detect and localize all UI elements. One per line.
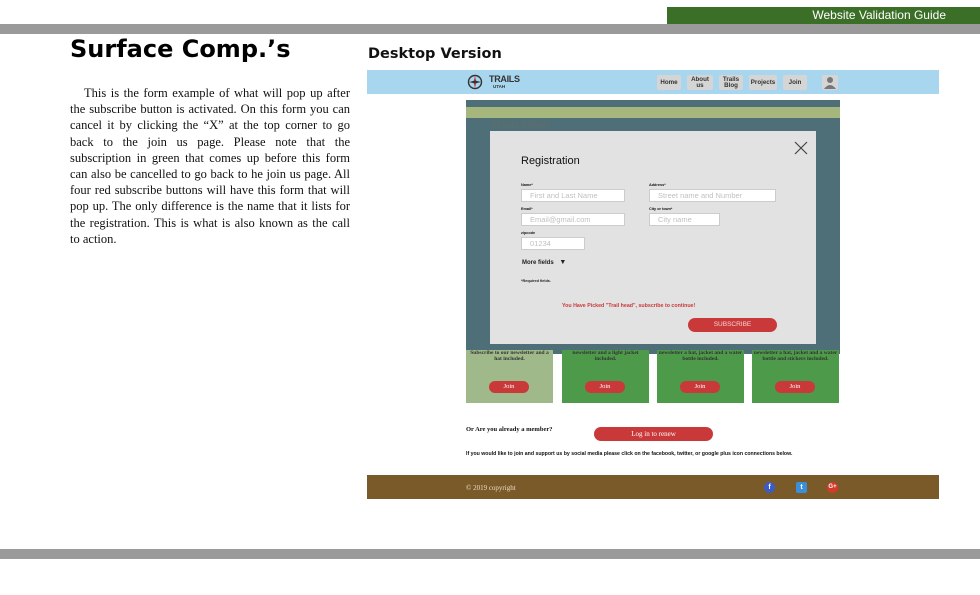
already-member-text: Or Are you already a member? [466, 426, 553, 433]
plan-card-text: newsletter a hat, jacket and a water bottle and stickers included. [753, 350, 838, 362]
hero-band [466, 107, 840, 118]
address-field[interactable]: Street name and Number [649, 189, 776, 202]
page-title: Surface Comp.’s [70, 35, 291, 63]
email-field[interactable]: Email@gmail.com [521, 213, 625, 226]
section-title: Desktop Version [368, 46, 502, 62]
more-fields-label: More fields [522, 260, 554, 266]
registration-title: Registration [521, 155, 580, 167]
zip-field[interactable]: 01234 [521, 237, 585, 250]
plan-card-text: newsletter and a light jacket included. [572, 350, 639, 362]
city-field[interactable]: City name [649, 213, 720, 226]
join-button[interactable]: Join [775, 381, 815, 393]
top-divider [0, 24, 980, 34]
picked-message: You Have Picked "Trail head", subscribe to continue! [562, 303, 696, 309]
login-renew-button[interactable]: Log in to renew [594, 427, 713, 441]
required-note: *Required fields. [521, 279, 551, 283]
plan-card-text: Subscribe to our newsletter and a hat included. [470, 350, 549, 362]
twitter-icon[interactable]: t [796, 482, 807, 493]
join-button[interactable]: Join [680, 381, 720, 393]
desktop-mockup [367, 70, 939, 500]
triangle-down-icon: ▼ [559, 259, 567, 266]
close-icon[interactable] [793, 140, 809, 156]
name-label: Name* [521, 183, 533, 187]
nav-about-us[interactable]: About us [687, 75, 713, 90]
nav-home[interactable]: Home [657, 75, 681, 90]
nav-join[interactable]: Join [783, 75, 807, 90]
site-footer [367, 475, 939, 499]
guide-title-tab: Website Validation Guide [667, 7, 980, 24]
email-label: Email* [521, 207, 533, 211]
plan-card-text: newsletter a hat, jacket and a water bottle included. [658, 350, 743, 362]
user-icon [822, 75, 838, 90]
zip-label: zipcode [521, 231, 536, 235]
site-navbar [367, 70, 939, 94]
compass-logo-icon [467, 74, 483, 90]
subscribe-button[interactable]: SUBSCRIBE [688, 318, 777, 332]
nav-projects[interactable]: Projects [749, 75, 777, 90]
join-button[interactable]: Join [489, 381, 529, 393]
join-button[interactable]: Join [585, 381, 625, 393]
copyright-text: © 2019 copyright [466, 484, 516, 492]
google-plus-icon[interactable]: G+ [827, 482, 838, 493]
logo-text: TRAILS [489, 74, 520, 84]
more-fields-toggle[interactable] [522, 259, 566, 266]
name-field[interactable]: First and Last Name [521, 189, 625, 202]
user-account-button[interactable] [822, 75, 838, 90]
social-note: If you would like to join and support us by social media please click on the facebook, twitter, or google plus icon connections below. [466, 451, 793, 457]
hero-title: Trails Utah [491, 119, 548, 131]
logo-subtext: UTAH [493, 84, 506, 89]
plan-card [562, 350, 649, 403]
bottom-divider [0, 549, 980, 559]
plan-card [466, 350, 553, 403]
city-label: City or town* [649, 207, 673, 211]
nav-trails-blog[interactable]: Trails Blog [719, 75, 743, 90]
facebook-icon[interactable]: f [764, 482, 775, 493]
registration-dialog [490, 131, 816, 344]
description-paragraph: This is the form example of what will pop up after the subscribe button is activated. On this form you can cancel it by clicking the “X” at the top corner to go back to the join us page. Please note that the subscription in green that comes up before this form can also be cancelled to go back to he join us page. All four red subscribe buttons will have this form that will pop up. The only difference is the name that it lists for the registration. This is what is also known as the call to action. [70, 86, 350, 246]
plan-card [752, 350, 839, 403]
address-label: Address* [649, 183, 666, 187]
plan-card [657, 350, 744, 403]
